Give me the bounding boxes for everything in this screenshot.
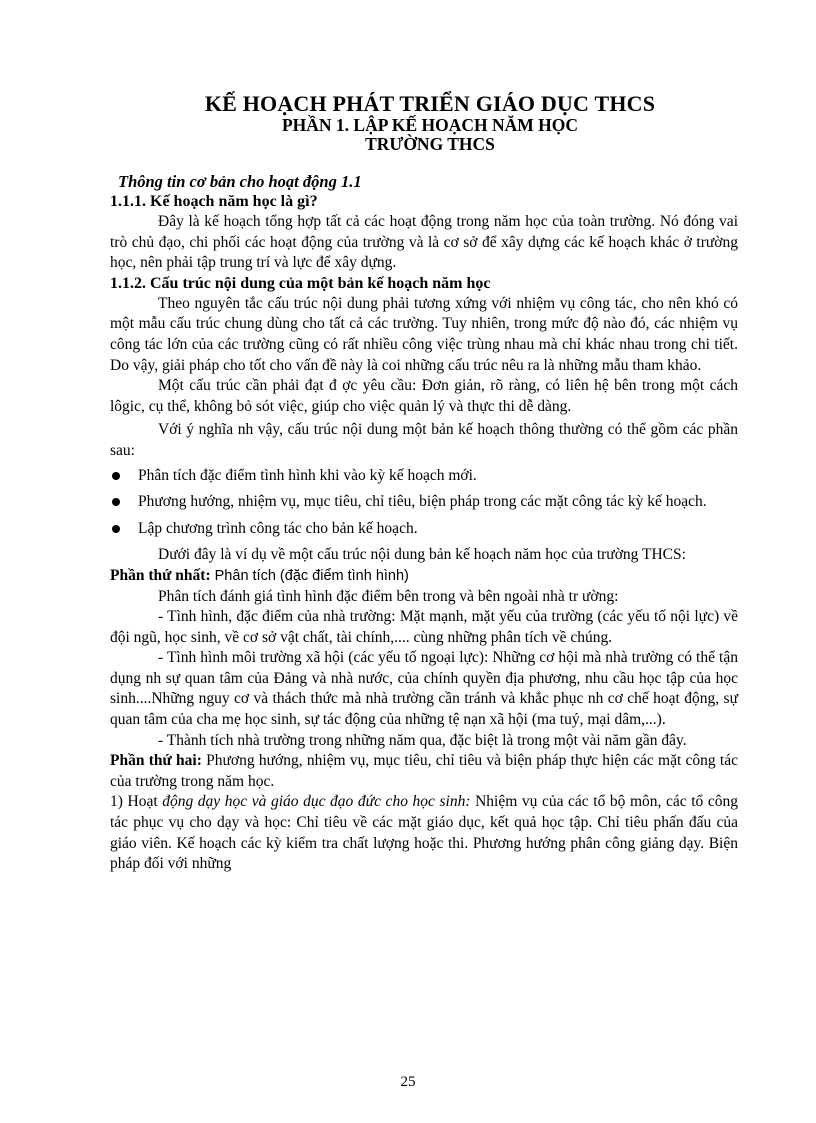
paragraph: - Thành tích nhà trường trong những năm qua, đặc biệt là trong một vài năm gần đây. [158, 731, 687, 749]
part-one-label: Phần thứ nhất: [110, 566, 211, 584]
paragraph: Đây là kế hoạch tổng hợp tất cả các hoạt động trong năm học của toàn trường. Nó đóng vai trò chủ đạo, chi phối các hoạt động của trường và là cơ sở để xây dựng các kế hoạch khác ở trường học, nên phải tập trung trí và lực để xây dựng. [110, 213, 738, 272]
part-one-line [110, 566, 738, 587]
part-one-text: Phân tích (đặc điểm tình hình) [210, 567, 409, 584]
part-two-label: Phần thứ hai: [110, 752, 202, 770]
part-two-line [110, 751, 738, 792]
list-item: Phương hướng, nhiệm vụ, mục tiêu, chỉ tiêu, biện pháp trong các mặt công tác kỳ kế hoạch. [110, 492, 738, 513]
paragraph: - Tình hình, đặc điểm của nhà trường: Mặt mạnh, mặt yếu của trường (các yếu tố nội lực) về đội ngũ, học sinh, về cơ sở vật chất, tài chính,.... cùng những phân tích về chúng. [110, 608, 738, 646]
section-1-1-1-heading: 1.1.1. Kế hoạch năm học là gì? [110, 193, 318, 210]
part-two-text: Phương hướng, nhiệm vụ, mục tiêu, chỉ tiêu và biện pháp thực hiện các mặt công tác của trường trong năm học. [110, 752, 738, 790]
paragraph: Dưới đây là ví dụ về một cấu trúc nội dung bản kế hoạch năm học của trường THCS: [158, 546, 686, 564]
section-activity-heading: Thông tin cơ bản cho hoạt động 1.1 [118, 172, 362, 191]
bullet-list [110, 466, 738, 540]
paragraph: Phân tích đánh giá tình hình đặc điểm bên trong và bên ngoài nhà tr ường: [158, 587, 619, 605]
paragraph: Theo nguyên tắc cấu trúc nội dung phải tương xứng với nhiệm vụ công tác, cho nên khó có một mẫu cấu trúc chung dùng cho tất cả các trường. Tuy nhiên, trong mức độ nào đó, các nhiệm vụ công tác lớn của các trường cũng có rất nhiều công việc trùng nhau mà chỉ khác nhau trong chi tiết. Do vậy, giải pháp cho tốt cho vấn đề này là coi những cấu trúc nêu ra là những mẫu tham khảo. [110, 294, 738, 374]
document-body [110, 172, 738, 875]
document-title: KẾ HOẠCH PHÁT TRIỂN GIÁO DỤC THCS [204, 91, 656, 116]
page-number: 25 [400, 1074, 416, 1090]
school-title: TRƯỜNG THCS [365, 134, 495, 154]
activity-item: 1) Hoạt động dạy học và giáo dục đạo đức cho học sinh: Nhiệm vụ của các tổ bộ môn, các tổ công tác phục vụ cho dạy và học: Chỉ tiêu về các mặt giáo dục, kết quả học tập. Chỉ tiêu phấn đấu của giáo viên. Kế hoạch các kỳ kiểm tra chất lượng hoặc thi. Phương hướng phân công giảng dạy. Biện pháp đối với những [110, 793, 738, 873]
section-1-1-2-heading: 1.1.2. Cấu trúc nội dung của một bản kế hoạch năm học [110, 274, 491, 292]
paragraph: Với ý nghĩa nh vậy, cấu trúc nội dung một bản kế hoạch thông thường có thể gồm các phần sau: [110, 421, 738, 459]
page-header [110, 92, 750, 154]
paragraph: - Tình hình môi trường xã hội (các yếu tố ngoại lực): Những cơ hội mà nhà trường có thể tận dụng nh sự quan tâm của Đảng và nhà nước, của chính quyền địa phương, nhu cầu học tập của học sinh....Những nguy cơ và thách thức mà nhà trường cần tránh và khắc phục nh cơ chế hoạt động, sự quan tâm của cha mẹ học sinh, sự tác động của những tệ nạn xã hội (ma tuý, mại dâm,...). [110, 649, 738, 729]
part-title: PHẦN 1. LẬP KẾ HOẠCH NĂM HỌC [281, 115, 579, 135]
list-item: Lập chương trình công tác cho bản kế hoạch. [110, 519, 738, 540]
list-item: Phân tích đặc điểm tình hình khi vào kỳ kế hoạch mới. [110, 466, 738, 487]
paragraph: Một cấu trúc cần phải đạt đ ợc yêu cầu: Đơn giản, rõ ràng, có liên hệ bên trong một cách lôgic, cụ thể, không bỏ sót việc, giúp cho việc quản lý và thực thi dễ dàng. [110, 377, 738, 415]
